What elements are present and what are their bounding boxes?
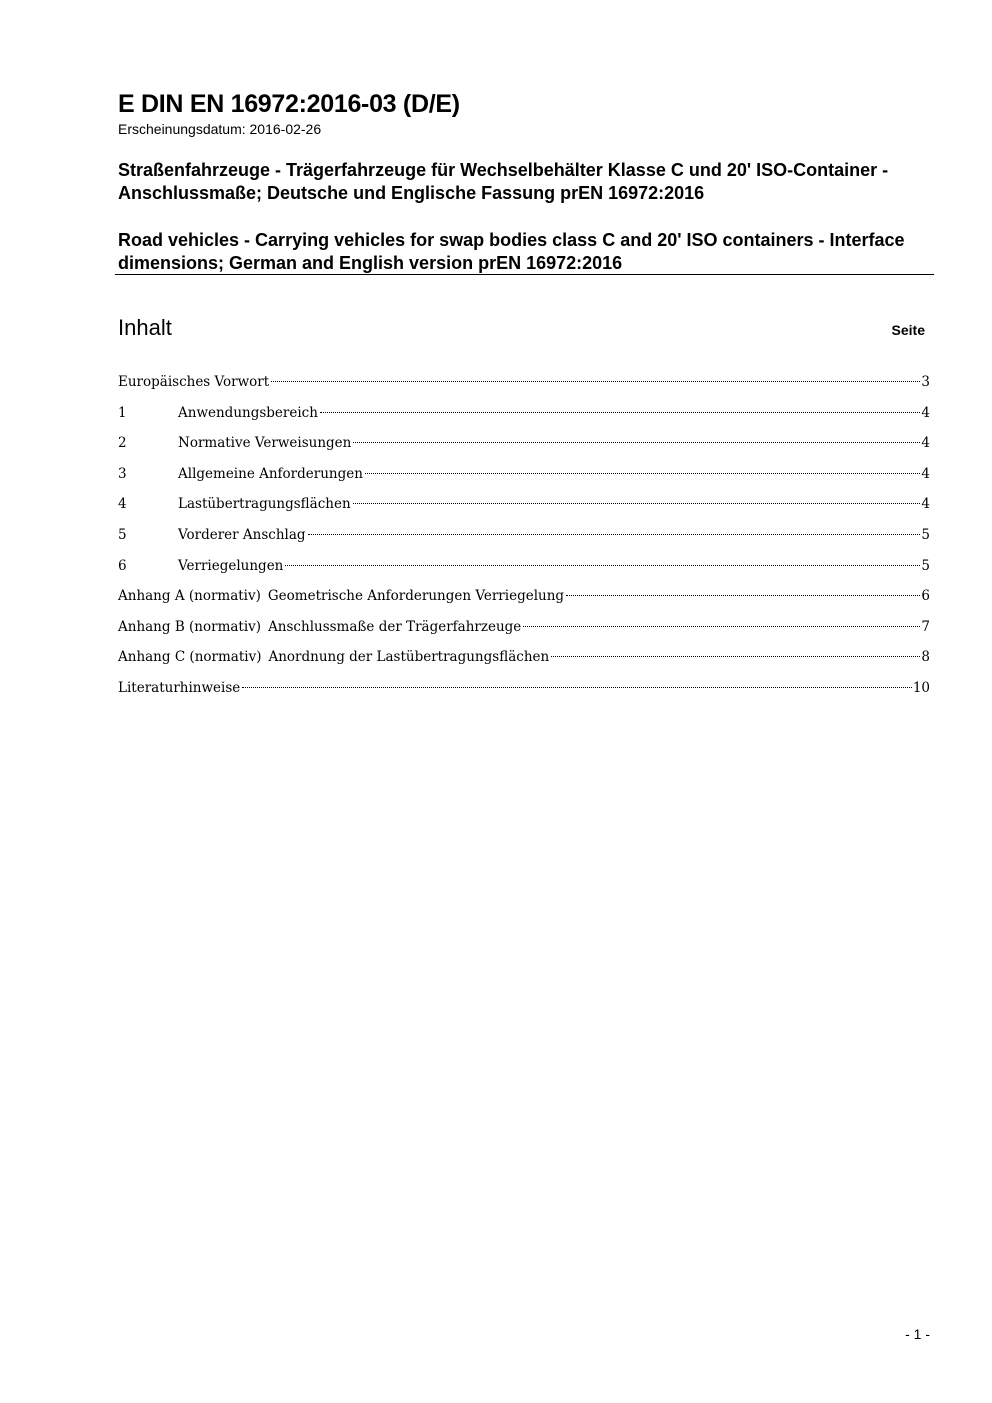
toc-leader-dots [271, 381, 920, 382]
toc-entry-bibliography[interactable] [118, 676, 930, 707]
toc-entry-1[interactable] [118, 401, 930, 432]
toc-entry-page: 10 [912, 679, 930, 696]
toc-leader-dots [523, 626, 920, 627]
toc-entry-title: Verriegelungen [178, 557, 284, 574]
toc-leader-dots [365, 473, 920, 474]
toc-entry-number: 4 [118, 496, 127, 513]
toc-entry-title: Anwendungsbereich [178, 404, 318, 421]
toc-entry-page: 5 [921, 557, 930, 574]
toc-entry-title: Geometrische Anforderungen Verriegelung [267, 588, 565, 605]
toc-entry-annex-a[interactable] [118, 584, 930, 615]
toc-entry-number: 1 [118, 404, 127, 421]
page-number: - 1 - [905, 1326, 930, 1342]
toc-entry-page: 4 [921, 404, 930, 421]
toc-entry-page: 4 [921, 435, 930, 452]
toc-leader-dots [353, 442, 920, 443]
toc-entry-title: Vorderer Anschlag [178, 526, 306, 543]
toc-entry-title: Lastübertragungsflächen [178, 496, 351, 513]
toc-entry-page: 7 [921, 618, 930, 635]
header-divider [115, 274, 934, 275]
toc-entry-page: 5 [921, 526, 930, 543]
toc-entry-page: 3 [921, 374, 930, 390]
toc-entry-2[interactable] [118, 431, 930, 462]
toc-leader-dots [320, 412, 920, 413]
toc-entry-annex-label: Anhang B (normativ) [118, 618, 262, 635]
toc-leader-dots [285, 565, 920, 566]
toc-entry-annex-b[interactable] [118, 615, 930, 646]
toc-entry-title: Normative Verweisungen [178, 435, 352, 452]
title-english: Road vehicles - Carrying vehicles for swap bodies class C and 20' ISO containers - Interface dimensions; German and English version prEN 16972:2016 [118, 230, 905, 273]
toc-entry-6[interactable] [118, 554, 930, 585]
toc-entry-number: 3 [118, 465, 127, 482]
toc-entry-title: Allgemeine Anforderungen [178, 465, 363, 482]
toc-entry-number: 5 [118, 526, 127, 543]
toc-entry-number: 2 [118, 435, 127, 452]
toc-entry-annex-c[interactable] [118, 645, 930, 676]
toc-entry-5[interactable] [118, 523, 930, 554]
toc-leader-dots [551, 656, 920, 657]
toc-heading: Inhalt [118, 315, 172, 340]
toc-entry-page: 4 [921, 496, 930, 513]
toc-entry-number: 6 [118, 557, 127, 574]
document-number: E DIN EN 16972:2016-03 (D/E) [118, 90, 460, 118]
toc-leader-dots [242, 687, 912, 688]
toc-entry-title: Anordnung der Lastübertragungsflächen [268, 649, 550, 666]
toc-entry-page: 4 [921, 465, 930, 482]
toc-entry-title: Anschlussmaße der Trägerfahrzeuge [268, 618, 522, 635]
toc-entry-foreword[interactable] [118, 370, 930, 401]
toc-entry-title: Literaturhinweise [118, 679, 241, 696]
title-german: Straßenfahrzeuge - Trägerfahrzeuge für Wechselbehälter Klasse C und 20' ISO-Container - Anschlussmaße; Deutsche und Englische Fassung prEN 16972:2016 [118, 160, 889, 203]
table-of-contents [118, 370, 930, 707]
toc-entry-annex-label: Anhang C (normativ) [118, 649, 262, 666]
toc-page-label: Seite [891, 322, 925, 338]
toc-leader-dots [308, 534, 921, 535]
toc-entry-4[interactable] [118, 492, 930, 523]
toc-leader-dots [353, 503, 921, 504]
toc-entry-page: 8 [921, 649, 930, 666]
toc-entry-annex-label: Anhang A (normativ) [118, 588, 261, 605]
publication-date: Erscheinungsdatum: 2016-02-26 [118, 121, 322, 137]
toc-entry-3[interactable] [118, 462, 930, 493]
toc-entry-title: Europäisches Vorwort [118, 374, 270, 390]
toc-entry-page: 6 [921, 588, 930, 605]
toc-leader-dots [566, 595, 920, 596]
